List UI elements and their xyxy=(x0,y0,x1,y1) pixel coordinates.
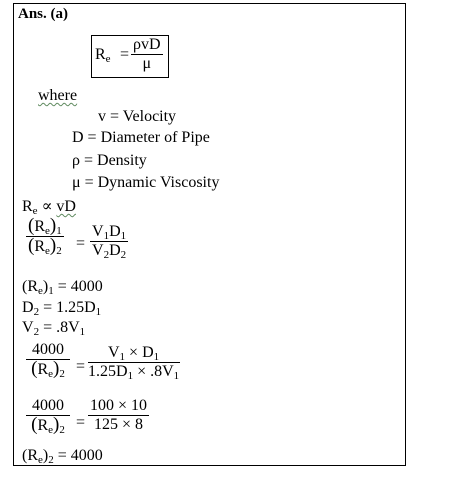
definition-diameter: D = Diameter of Pipe xyxy=(72,129,210,146)
step1-rhs-denominator: $1.25D_1 \times .8V_1$ xyxy=(88,363,180,382)
definition-viscosity: μ = Dynamic Viscosity xyxy=(72,174,220,191)
ratio-rhs-denominator: $V_2D_2$ xyxy=(92,242,127,261)
proportionality: $R_e$ ∝ vD xyxy=(22,198,76,217)
step2-rhs-fraction xyxy=(88,398,149,433)
ratio-rhs-fraction xyxy=(90,224,128,259)
where-label: where xyxy=(38,87,78,104)
step1-rhs-fraction xyxy=(86,345,181,380)
answer-heading: Ans. (a) xyxy=(18,6,69,22)
definition-velocity: v = Velocity xyxy=(98,108,177,125)
formula-denominator: μ xyxy=(142,55,152,72)
formula-fraction xyxy=(131,37,163,72)
ratio-lhs-numerator: $(R_e)_1$ xyxy=(28,215,62,237)
formula-lhs: $R_e$ xyxy=(95,46,111,65)
step1-lhs-fraction xyxy=(26,342,70,378)
step1-lhs-denominator: $(R_e)_2$ xyxy=(31,358,65,380)
ratio-lhs-denominator: $(R_e)_2$ xyxy=(28,235,62,257)
step2-lhs-fraction xyxy=(26,398,70,434)
step2-rhs-numerator: 100 × 10 xyxy=(90,397,148,414)
ratio-rhs-numerator: $V_1D_1$ xyxy=(92,223,127,242)
step1-lhs-numerator: 4000 xyxy=(26,342,70,360)
ratio-lhs-fraction xyxy=(26,215,64,257)
step1-rhs-numerator: $V_1 \times D_1$ xyxy=(88,345,180,363)
definition-density: ρ = Density xyxy=(72,152,147,169)
step2-lhs-denominator: $(R_e)_2$ xyxy=(31,414,65,436)
step2-lhs-numerator: 4000 xyxy=(26,398,70,416)
given-v2: $V_2 = .8V_1$ xyxy=(22,319,86,338)
given-re1: $(R_e)_1 = 4000$ xyxy=(22,278,103,297)
final-result: $(R_e)_2 = 4000$ xyxy=(22,447,103,466)
ratio-equals: = xyxy=(76,235,86,252)
step1-equals: = xyxy=(76,358,86,375)
given-d2: $D_2 = 1.25D_1$ xyxy=(22,299,102,318)
formula-numerator: ρvD xyxy=(133,36,161,53)
answer-sheet xyxy=(13,3,406,466)
step2-rhs-denominator: 125 × 8 xyxy=(94,416,144,433)
formula-equals: = xyxy=(120,46,130,63)
step2-equals: = xyxy=(76,414,86,431)
